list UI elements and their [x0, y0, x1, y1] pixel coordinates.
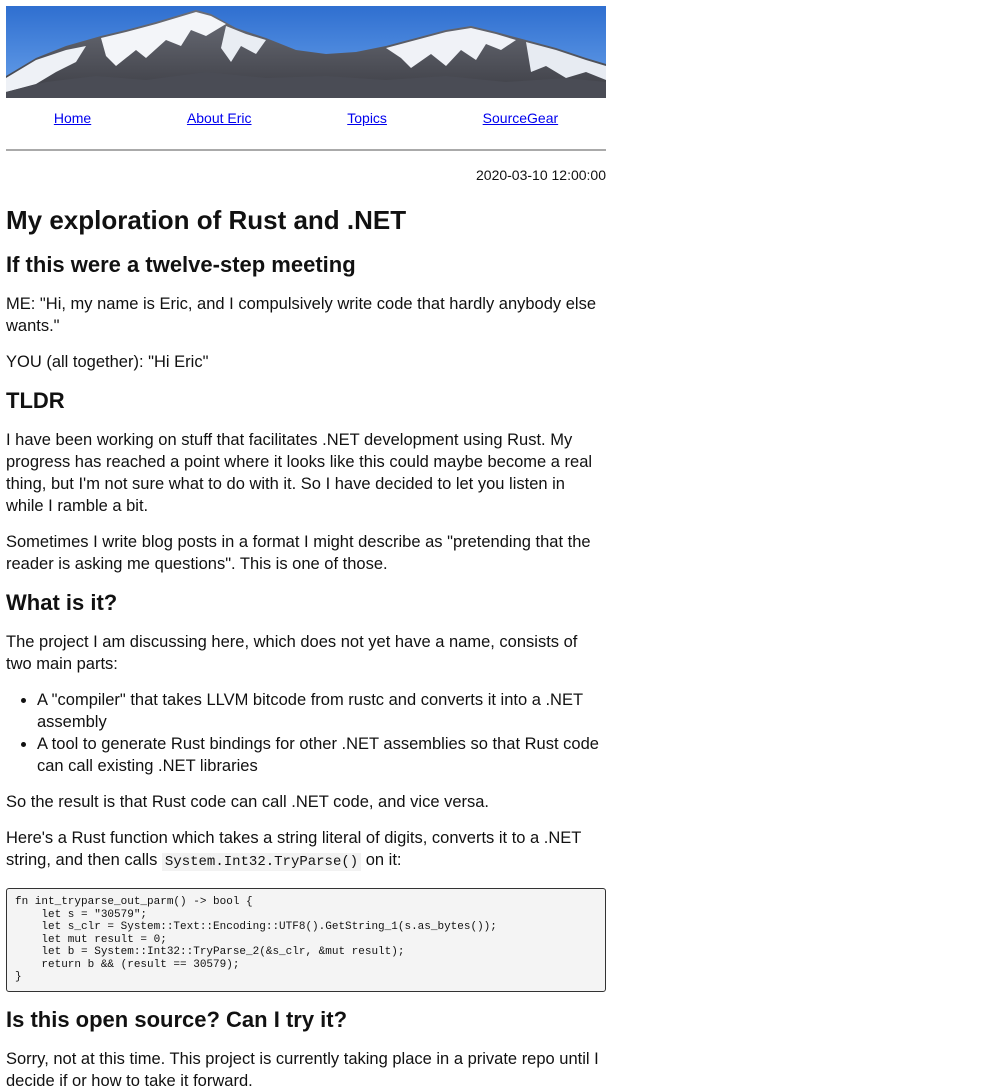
page: [6, 6, 606, 1092]
heading-open-source: Is this open source? Can I try it?: [6, 1006, 348, 1032]
list-item: • A "compiler" that takes LLVM bitcode from rustc and converts it into a .NET assembly: [37, 689, 606, 733]
nav-link-sourcegear[interactable]: SourceGear: [482, 110, 559, 126]
paragraph-you-quote: YOU (all together): "Hi Eric": [6, 353, 209, 371]
paragraph-open-source: Sorry, not at this time. This project is currently taking place in a private repo until I decide if or how to take it forward.: [6, 1049, 599, 1090]
top-navigation: [6, 110, 606, 134]
paragraph-tldr-1: I have been working on stuff that facilitates .NET development using Rust. My progress has reached a point where it looks like this could maybe become a real thing, but I'm not sure what to do with it. So I have decided to let you listen in while I ramble a bit.: [6, 431, 593, 515]
text-segment: Here's a Rust function which takes a string literal of digits, converts it to a .NET string, and then calls: [6, 829, 582, 869]
inline-code-tryparse: System.Int32.TryParse(): [162, 853, 361, 871]
paragraph-project-parts: The project I am discussing here, which does not yet have a name, consists of two main parts:: [6, 633, 578, 673]
paragraph-tldr-2: Sometimes I write blog posts in a format I might describe as "pretending that the reader is asking me questions". This is one of those.: [6, 533, 591, 573]
project-parts-list: [6, 689, 606, 777]
post-title: My exploration of Rust and .NET: [6, 205, 407, 235]
paragraph-me-quote: ME: "Hi, my name is Eric, and I compulsively write code that hardly anybody else wants.": [6, 295, 597, 335]
mountain-banner-image: [6, 6, 606, 98]
paragraph-result: So the result is that Rust code can call .NET code, and vice versa.: [6, 793, 490, 811]
post-date: 2020-03-10 12:00:00: [476, 167, 606, 183]
code-block-rust: fn int_tryparse_out_parm() -> bool { let s = "30579"; let s_clr = System::Text::Encoding::UTF8().GetString_1(s.as_bytes()); let mut result = 0; let b = System::Int32::TryParse_2(&s_clr, &mut result); return b && (result == 30579); }: [6, 888, 606, 992]
nav-link-about-eric[interactable]: About Eric: [186, 110, 252, 126]
list-item: • A tool to generate Rust bindings for other .NET assemblies so that Rust code can call existing .NET libraries: [37, 733, 606, 777]
nav-link-home[interactable]: Home: [53, 110, 92, 126]
nav-link-topics[interactable]: Topics: [347, 110, 387, 126]
heading-what-is-it: What is it?: [6, 590, 118, 615]
paragraph-rust-function: [6, 827, 606, 873]
header-divider: [6, 149, 606, 151]
heading-tldr: TLDR: [6, 388, 65, 413]
text-segment: on it:: [361, 851, 402, 869]
heading-twelve-step: If this were a twelve-step meeting: [6, 252, 356, 277]
